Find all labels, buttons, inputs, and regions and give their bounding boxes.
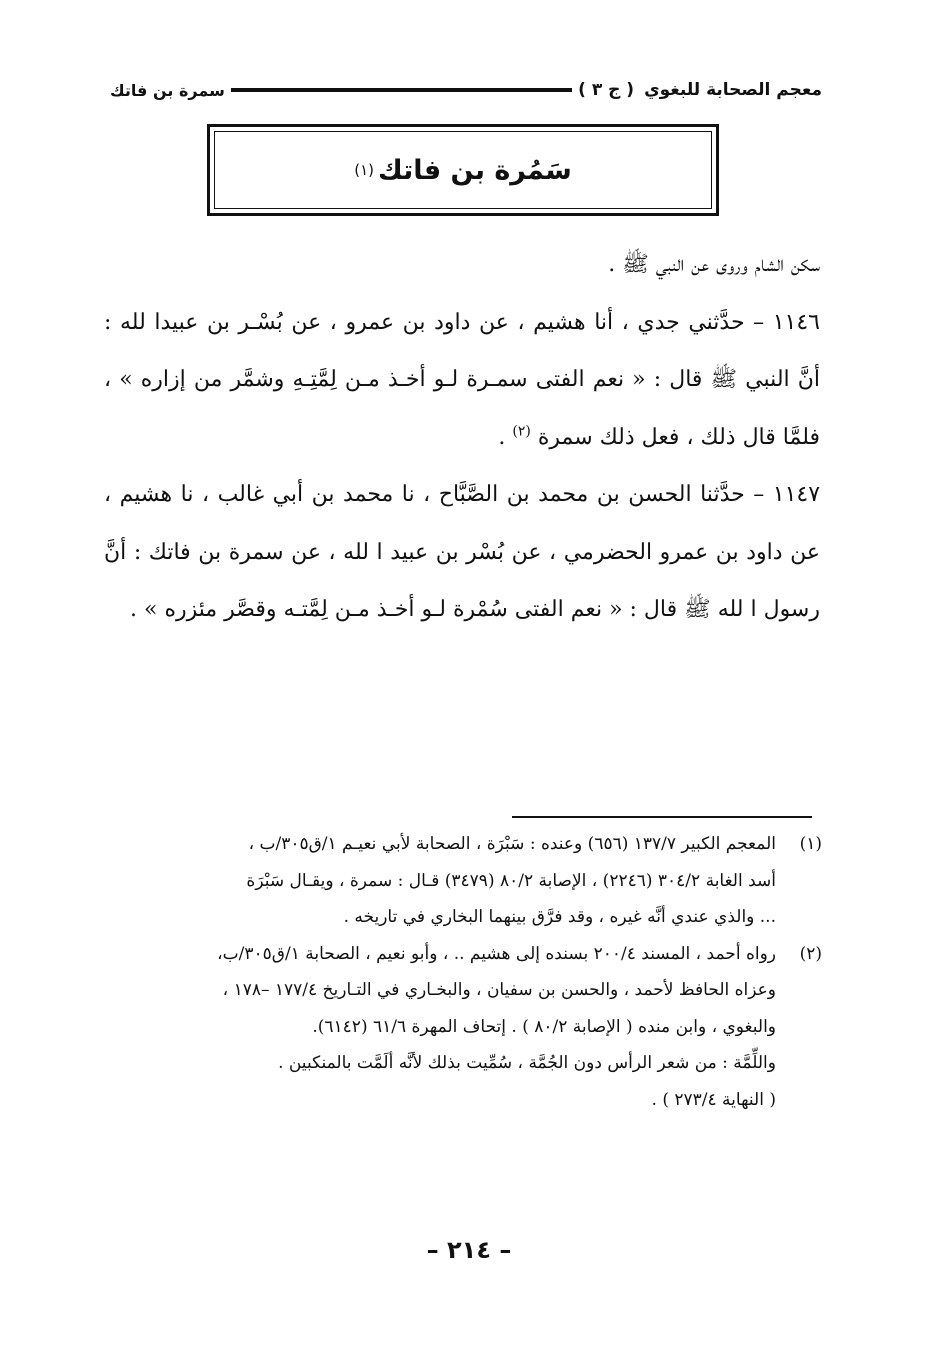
footnotes	[100, 826, 822, 1118]
entry-title-footnote-ref: (١)	[354, 161, 375, 179]
entry-intro-text: سكن الشام وروى عن النبي ﷺ .	[608, 252, 820, 277]
footnote-body	[100, 826, 776, 936]
footnote-number: (٢)	[799, 943, 822, 964]
footnote-separator	[512, 816, 812, 818]
hadith-1147	[104, 466, 820, 639]
footnote-line: أسد الغابة ٣٠٤/٢ (٢٢٤٦) ، الإصابة ٨٠/٢ (٣٤٧٩) قـال : سمرة ، ويقـال سَبْرَة	[246, 870, 776, 891]
hadith-1146-text: ١١٤٦ – حدَّثني جدي ، أنا هشيم ، عن داود بن عمرو ، عن بُسْـر بن عبيدا لله : أنَّ النبي ﷺ قال : « نعم الفتى سمـرة لـو أخـذ مـن لِمَّتِـهِ وشمَّر من إزاره » ، فلمَّا قال ذلك ، فعل ذلك سمرة	[104, 309, 820, 450]
entry-intro	[104, 236, 820, 294]
footnote-line: والبغوي ، وابن منده ( الإصابة ٨٠/٢ ) . إتحاف المهرة ٦١/٦ (٦١٤٢).	[312, 1016, 776, 1037]
entry-body	[104, 236, 820, 639]
footnote-number: (١)	[799, 834, 822, 854]
running-header-rule	[231, 88, 572, 92]
footnote-line: ... والذي عندي أنَّه غيره ، وقد فرَّق بينهما البخاري في تاريخه .	[343, 907, 776, 927]
hadith-1146-tail: .	[498, 424, 513, 450]
footnote-2	[100, 936, 822, 1119]
running-header-book-title: معجم الصحابة للبغوي	[644, 80, 822, 100]
entry-title-inner-frame	[214, 131, 712, 209]
footnote-line: وعزاه الحافظ لأحمد ، والحسن بن سفيان ، والبخـاري في التـاريخ ١٧٧/٤ –١٧٨ ،	[222, 980, 776, 1000]
entry-title-box	[207, 124, 719, 216]
hadith-1146	[104, 294, 820, 467]
page-number: – ٢١٤ –	[426, 1236, 512, 1264]
footnote-line: واللِّمَّة : من شعر الرأس دون الجُمَّة ، سُمِّيت بذلك لأنَّه ألَمَّت بالمنكبين .	[278, 1053, 776, 1073]
footnote-line: ( النهاية ٢٧٣/٤ ) .	[651, 1089, 776, 1110]
entry-title: سَمُرة بن فاتك	[378, 154, 572, 186]
running-header-volume: ( ج ٣ )	[578, 80, 635, 100]
footnote-1	[100, 826, 822, 936]
hadith-1146-footnote-ref: (٢)	[512, 423, 531, 440]
running-header-section-title: سمرة بن فاتك	[110, 80, 225, 100]
footnote-body	[100, 936, 776, 1119]
footnote-line: رواه أحمد ، المسند ٢٠٠/٤ بسنده إلى هشيم .. ، وأبو نعيم ، الصحابة ١/ق٣٠٥/ب،	[217, 943, 776, 964]
hadith-1147-text: ١١٤٧ – حدَّثنا الحسن بن محمد بن الصَّبَّاح ، نا محمد بن أبي غالب ، نا هشيم ، عن داود بن عمرو الحضرمي ، عن بُسْر بن عبيد ا لله ، عن سمرة بن فاتك : أنَّ رسول ا لله ﷺ قال : « نعم الفتى سُمْرة لـو أخـذ مـن لِمَّتـه وقصَّر مئزره » .	[104, 482, 821, 622]
running-header	[110, 70, 822, 110]
footnote-line: المعجم الكبير ١٣٧/٧ (٦٥٦) وعنده : سَبْرَة ، الصحابة لأبي نعيـم ١/ق٣٠٥/ب ،	[248, 834, 776, 854]
